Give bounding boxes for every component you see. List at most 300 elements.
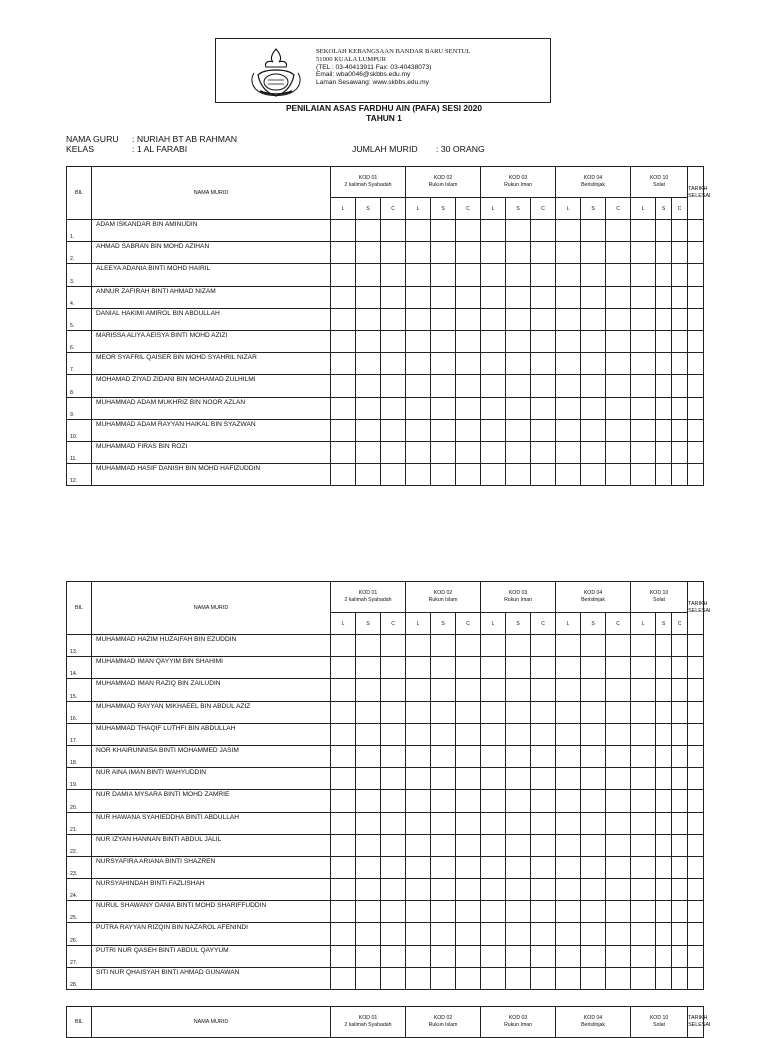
grade-cell[interactable] <box>581 923 606 945</box>
grade-cell[interactable] <box>456 353 481 375</box>
grade-cell[interactable] <box>481 745 506 767</box>
grade-cell[interactable] <box>506 768 531 790</box>
grade-cell[interactable] <box>506 441 531 463</box>
grade-cell[interactable] <box>331 397 356 419</box>
grade-cell[interactable] <box>556 635 581 657</box>
grade-cell[interactable] <box>556 923 581 945</box>
grade-cell[interactable] <box>431 330 456 352</box>
grade-cell[interactable] <box>556 901 581 923</box>
grade-cell[interactable] <box>431 635 456 657</box>
completion-date-cell[interactable] <box>688 308 704 330</box>
grade-cell[interactable] <box>631 834 656 856</box>
grade-cell[interactable] <box>331 879 356 901</box>
grade-cell[interactable] <box>631 879 656 901</box>
grade-cell[interactable] <box>672 419 688 441</box>
grade-cell[interactable] <box>531 856 556 878</box>
grade-cell[interactable] <box>406 679 431 701</box>
grade-cell[interactable] <box>556 790 581 812</box>
grade-cell[interactable] <box>431 701 456 723</box>
grade-cell[interactable] <box>606 657 631 679</box>
grade-cell[interactable] <box>431 353 456 375</box>
grade-cell[interactable] <box>331 856 356 878</box>
grade-cell[interactable] <box>531 701 556 723</box>
grade-cell[interactable] <box>431 856 456 878</box>
grade-cell[interactable] <box>431 464 456 486</box>
grade-cell[interactable] <box>631 812 656 834</box>
grade-cell[interactable] <box>656 701 672 723</box>
grade-cell[interactable] <box>531 967 556 989</box>
grade-cell[interactable] <box>556 967 581 989</box>
grade-cell[interactable] <box>331 635 356 657</box>
completion-date-cell[interactable] <box>688 812 704 834</box>
grade-cell[interactable] <box>531 723 556 745</box>
grade-cell[interactable] <box>431 834 456 856</box>
grade-cell[interactable] <box>556 679 581 701</box>
grade-cell[interactable] <box>431 768 456 790</box>
grade-cell[interactable] <box>381 701 406 723</box>
completion-date-cell[interactable] <box>688 745 704 767</box>
grade-cell[interactable] <box>506 330 531 352</box>
grade-cell[interactable] <box>531 679 556 701</box>
grade-cell[interactable] <box>506 220 531 242</box>
grade-cell[interactable] <box>356 723 381 745</box>
grade-cell[interactable] <box>356 790 381 812</box>
grade-cell[interactable] <box>456 397 481 419</box>
completion-date-cell[interactable] <box>688 657 704 679</box>
completion-date-cell[interactable] <box>688 834 704 856</box>
grade-cell[interactable] <box>506 375 531 397</box>
grade-cell[interactable] <box>381 967 406 989</box>
grade-cell[interactable] <box>406 464 431 486</box>
completion-date-cell[interactable] <box>688 264 704 286</box>
grade-cell[interactable] <box>656 657 672 679</box>
grade-cell[interactable] <box>556 375 581 397</box>
grade-cell[interactable] <box>381 419 406 441</box>
grade-cell[interactable] <box>356 879 381 901</box>
grade-cell[interactable] <box>581 657 606 679</box>
grade-cell[interactable] <box>431 264 456 286</box>
grade-cell[interactable] <box>506 464 531 486</box>
completion-date-cell[interactable] <box>688 220 704 242</box>
grade-cell[interactable] <box>381 220 406 242</box>
grade-cell[interactable] <box>556 945 581 967</box>
grade-cell[interactable] <box>606 879 631 901</box>
grade-cell[interactable] <box>672 834 688 856</box>
grade-cell[interactable] <box>556 768 581 790</box>
grade-cell[interactable] <box>331 657 356 679</box>
grade-cell[interactable] <box>381 723 406 745</box>
grade-cell[interactable] <box>381 264 406 286</box>
grade-cell[interactable] <box>531 375 556 397</box>
completion-date-cell[interactable] <box>688 375 704 397</box>
grade-cell[interactable] <box>581 679 606 701</box>
grade-cell[interactable] <box>606 375 631 397</box>
grade-cell[interactable] <box>431 879 456 901</box>
grade-cell[interactable] <box>531 879 556 901</box>
grade-cell[interactable] <box>631 397 656 419</box>
grade-cell[interactable] <box>431 745 456 767</box>
grade-cell[interactable] <box>606 945 631 967</box>
grade-cell[interactable] <box>406 375 431 397</box>
completion-date-cell[interactable] <box>688 856 704 878</box>
grade-cell[interactable] <box>456 701 481 723</box>
grade-cell[interactable] <box>556 308 581 330</box>
grade-cell[interactable] <box>606 353 631 375</box>
grade-cell[interactable] <box>631 635 656 657</box>
grade-cell[interactable] <box>672 635 688 657</box>
grade-cell[interactable] <box>406 220 431 242</box>
grade-cell[interactable] <box>606 923 631 945</box>
grade-cell[interactable] <box>556 286 581 308</box>
grade-cell[interactable] <box>456 745 481 767</box>
grade-cell[interactable] <box>506 679 531 701</box>
grade-cell[interactable] <box>356 635 381 657</box>
grade-cell[interactable] <box>456 419 481 441</box>
grade-cell[interactable] <box>631 967 656 989</box>
grade-cell[interactable] <box>606 242 631 264</box>
grade-cell[interactable] <box>606 419 631 441</box>
grade-cell[interactable] <box>456 264 481 286</box>
grade-cell[interactable] <box>481 242 506 264</box>
grade-cell[interactable] <box>331 834 356 856</box>
grade-cell[interactable] <box>556 834 581 856</box>
grade-cell[interactable] <box>456 901 481 923</box>
grade-cell[interactable] <box>481 397 506 419</box>
grade-cell[interactable] <box>431 220 456 242</box>
grade-cell[interactable] <box>672 330 688 352</box>
completion-date-cell[interactable] <box>688 901 704 923</box>
grade-cell[interactable] <box>606 308 631 330</box>
grade-cell[interactable] <box>506 657 531 679</box>
grade-cell[interactable] <box>531 397 556 419</box>
grade-cell[interactable] <box>331 242 356 264</box>
grade-cell[interactable] <box>381 856 406 878</box>
grade-cell[interactable] <box>606 812 631 834</box>
grade-cell[interactable] <box>606 441 631 463</box>
grade-cell[interactable] <box>631 419 656 441</box>
grade-cell[interactable] <box>581 441 606 463</box>
grade-cell[interactable] <box>631 856 656 878</box>
grade-cell[interactable] <box>406 330 431 352</box>
grade-cell[interactable] <box>556 397 581 419</box>
grade-cell[interactable] <box>481 967 506 989</box>
grade-cell[interactable] <box>456 375 481 397</box>
grade-cell[interactable] <box>431 967 456 989</box>
grade-cell[interactable] <box>456 945 481 967</box>
grade-cell[interactable] <box>631 242 656 264</box>
grade-cell[interactable] <box>656 923 672 945</box>
grade-cell[interactable] <box>406 745 431 767</box>
grade-cell[interactable] <box>631 701 656 723</box>
grade-cell[interactable] <box>556 330 581 352</box>
grade-cell[interactable] <box>481 353 506 375</box>
grade-cell[interactable] <box>456 308 481 330</box>
grade-cell[interactable] <box>531 812 556 834</box>
grade-cell[interactable] <box>631 330 656 352</box>
grade-cell[interactable] <box>631 768 656 790</box>
grade-cell[interactable] <box>331 441 356 463</box>
grade-cell[interactable] <box>581 745 606 767</box>
grade-cell[interactable] <box>481 264 506 286</box>
grade-cell[interactable] <box>672 264 688 286</box>
grade-cell[interactable] <box>506 635 531 657</box>
completion-date-cell[interactable] <box>688 330 704 352</box>
grade-cell[interactable] <box>356 768 381 790</box>
grade-cell[interactable] <box>606 264 631 286</box>
grade-cell[interactable] <box>581 308 606 330</box>
grade-cell[interactable] <box>456 923 481 945</box>
grade-cell[interactable] <box>656 945 672 967</box>
grade-cell[interactable] <box>672 353 688 375</box>
grade-cell[interactable] <box>656 812 672 834</box>
grade-cell[interactable] <box>431 375 456 397</box>
grade-cell[interactable] <box>431 679 456 701</box>
grade-cell[interactable] <box>631 945 656 967</box>
grade-cell[interactable] <box>456 220 481 242</box>
grade-cell[interactable] <box>381 242 406 264</box>
grade-cell[interactable] <box>356 353 381 375</box>
grade-cell[interactable] <box>631 723 656 745</box>
grade-cell[interactable] <box>531 264 556 286</box>
grade-cell[interactable] <box>431 657 456 679</box>
grade-cell[interactable] <box>656 745 672 767</box>
grade-cell[interactable] <box>581 635 606 657</box>
grade-cell[interactable] <box>631 745 656 767</box>
grade-cell[interactable] <box>456 834 481 856</box>
grade-cell[interactable] <box>331 679 356 701</box>
grade-cell[interactable] <box>606 397 631 419</box>
grade-cell[interactable] <box>606 635 631 657</box>
grade-cell[interactable] <box>381 745 406 767</box>
grade-cell[interactable] <box>356 286 381 308</box>
grade-cell[interactable] <box>672 901 688 923</box>
grade-cell[interactable] <box>672 397 688 419</box>
grade-cell[interactable] <box>531 330 556 352</box>
grade-cell[interactable] <box>331 901 356 923</box>
grade-cell[interactable] <box>431 397 456 419</box>
grade-cell[interactable] <box>406 967 431 989</box>
grade-cell[interactable] <box>581 901 606 923</box>
grade-cell[interactable] <box>506 397 531 419</box>
grade-cell[interactable] <box>406 419 431 441</box>
grade-cell[interactable] <box>556 464 581 486</box>
grade-cell[interactable] <box>531 419 556 441</box>
grade-cell[interactable] <box>406 723 431 745</box>
grade-cell[interactable] <box>381 397 406 419</box>
grade-cell[interactable] <box>656 419 672 441</box>
grade-cell[interactable] <box>381 635 406 657</box>
grade-cell[interactable] <box>481 286 506 308</box>
grade-cell[interactable] <box>581 220 606 242</box>
grade-cell[interactable] <box>406 635 431 657</box>
grade-cell[interactable] <box>456 330 481 352</box>
grade-cell[interactable] <box>356 308 381 330</box>
completion-date-cell[interactable] <box>688 464 704 486</box>
grade-cell[interactable] <box>456 768 481 790</box>
grade-cell[interactable] <box>356 834 381 856</box>
grade-cell[interactable] <box>672 723 688 745</box>
grade-cell[interactable] <box>606 286 631 308</box>
grade-cell[interactable] <box>531 768 556 790</box>
grade-cell[interactable] <box>431 242 456 264</box>
grade-cell[interactable] <box>506 812 531 834</box>
grade-cell[interactable] <box>481 441 506 463</box>
grade-cell[interactable] <box>656 330 672 352</box>
grade-cell[interactable] <box>631 286 656 308</box>
grade-cell[interactable] <box>631 923 656 945</box>
grade-cell[interactable] <box>456 657 481 679</box>
grade-cell[interactable] <box>656 768 672 790</box>
grade-cell[interactable] <box>481 419 506 441</box>
grade-cell[interactable] <box>656 220 672 242</box>
grade-cell[interactable] <box>356 330 381 352</box>
grade-cell[interactable] <box>481 945 506 967</box>
grade-cell[interactable] <box>581 375 606 397</box>
grade-cell[interactable] <box>672 441 688 463</box>
grade-cell[interactable] <box>581 768 606 790</box>
grade-cell[interactable] <box>456 723 481 745</box>
grade-cell[interactable] <box>531 220 556 242</box>
grade-cell[interactable] <box>606 834 631 856</box>
grade-cell[interactable] <box>672 679 688 701</box>
completion-date-cell[interactable] <box>688 723 704 745</box>
grade-cell[interactable] <box>356 701 381 723</box>
grade-cell[interactable] <box>531 353 556 375</box>
grade-cell[interactable] <box>531 657 556 679</box>
grade-cell[interactable] <box>606 967 631 989</box>
grade-cell[interactable] <box>331 220 356 242</box>
grade-cell[interactable] <box>356 375 381 397</box>
grade-cell[interactable] <box>431 901 456 923</box>
grade-cell[interactable] <box>531 790 556 812</box>
grade-cell[interactable] <box>606 768 631 790</box>
grade-cell[interactable] <box>556 856 581 878</box>
grade-cell[interactable] <box>331 967 356 989</box>
grade-cell[interactable] <box>356 945 381 967</box>
grade-cell[interactable] <box>381 812 406 834</box>
grade-cell[interactable] <box>406 701 431 723</box>
grade-cell[interactable] <box>506 353 531 375</box>
grade-cell[interactable] <box>556 220 581 242</box>
grade-cell[interactable] <box>506 945 531 967</box>
grade-cell[interactable] <box>481 879 506 901</box>
grade-cell[interactable] <box>656 353 672 375</box>
grade-cell[interactable] <box>406 834 431 856</box>
completion-date-cell[interactable] <box>688 242 704 264</box>
grade-cell[interactable] <box>672 242 688 264</box>
grade-cell[interactable] <box>431 419 456 441</box>
grade-cell[interactable] <box>331 353 356 375</box>
grade-cell[interactable] <box>556 264 581 286</box>
grade-cell[interactable] <box>456 441 481 463</box>
grade-cell[interactable] <box>406 657 431 679</box>
grade-cell[interactable] <box>456 879 481 901</box>
grade-cell[interactable] <box>431 308 456 330</box>
grade-cell[interactable] <box>356 419 381 441</box>
completion-date-cell[interactable] <box>688 701 704 723</box>
grade-cell[interactable] <box>406 286 431 308</box>
grade-cell[interactable] <box>656 264 672 286</box>
grade-cell[interactable] <box>672 945 688 967</box>
grade-cell[interactable] <box>331 923 356 945</box>
grade-cell[interactable] <box>406 901 431 923</box>
grade-cell[interactable] <box>606 220 631 242</box>
grade-cell[interactable] <box>331 375 356 397</box>
grade-cell[interactable] <box>581 264 606 286</box>
grade-cell[interactable] <box>556 657 581 679</box>
completion-date-cell[interactable] <box>688 441 704 463</box>
grade-cell[interactable] <box>581 701 606 723</box>
grade-cell[interactable] <box>656 375 672 397</box>
grade-cell[interactable] <box>506 701 531 723</box>
grade-cell[interactable] <box>531 242 556 264</box>
completion-date-cell[interactable] <box>688 419 704 441</box>
grade-cell[interactable] <box>481 657 506 679</box>
grade-cell[interactable] <box>581 242 606 264</box>
grade-cell[interactable] <box>606 790 631 812</box>
grade-cell[interactable] <box>506 286 531 308</box>
grade-cell[interactable] <box>606 745 631 767</box>
grade-cell[interactable] <box>631 790 656 812</box>
grade-cell[interactable] <box>406 397 431 419</box>
grade-cell[interactable] <box>656 635 672 657</box>
grade-cell[interactable] <box>631 901 656 923</box>
grade-cell[interactable] <box>331 723 356 745</box>
grade-cell[interactable] <box>631 308 656 330</box>
grade-cell[interactable] <box>631 679 656 701</box>
grade-cell[interactable] <box>506 901 531 923</box>
grade-cell[interactable] <box>672 790 688 812</box>
grade-cell[interactable] <box>581 945 606 967</box>
grade-cell[interactable] <box>331 264 356 286</box>
grade-cell[interactable] <box>606 901 631 923</box>
grade-cell[interactable] <box>481 723 506 745</box>
grade-cell[interactable] <box>656 308 672 330</box>
grade-cell[interactable] <box>406 264 431 286</box>
grade-cell[interactable] <box>406 879 431 901</box>
grade-cell[interactable] <box>381 308 406 330</box>
grade-cell[interactable] <box>606 330 631 352</box>
grade-cell[interactable] <box>331 464 356 486</box>
grade-cell[interactable] <box>431 723 456 745</box>
grade-cell[interactable] <box>381 657 406 679</box>
grade-cell[interactable] <box>581 790 606 812</box>
grade-cell[interactable] <box>656 242 672 264</box>
grade-cell[interactable] <box>431 945 456 967</box>
grade-cell[interactable] <box>381 464 406 486</box>
grade-cell[interactable] <box>606 856 631 878</box>
completion-date-cell[interactable] <box>688 397 704 419</box>
grade-cell[interactable] <box>672 657 688 679</box>
grade-cell[interactable] <box>672 464 688 486</box>
grade-cell[interactable] <box>406 441 431 463</box>
grade-cell[interactable] <box>431 286 456 308</box>
grade-cell[interactable] <box>481 464 506 486</box>
grade-cell[interactable] <box>381 679 406 701</box>
grade-cell[interactable] <box>356 923 381 945</box>
grade-cell[interactable] <box>481 856 506 878</box>
grade-cell[interactable] <box>506 242 531 264</box>
grade-cell[interactable] <box>481 220 506 242</box>
grade-cell[interactable] <box>481 768 506 790</box>
completion-date-cell[interactable] <box>688 923 704 945</box>
grade-cell[interactable] <box>581 419 606 441</box>
grade-cell[interactable] <box>356 856 381 878</box>
grade-cell[interactable] <box>381 330 406 352</box>
grade-cell[interactable] <box>431 923 456 945</box>
grade-cell[interactable] <box>531 901 556 923</box>
grade-cell[interactable] <box>381 441 406 463</box>
